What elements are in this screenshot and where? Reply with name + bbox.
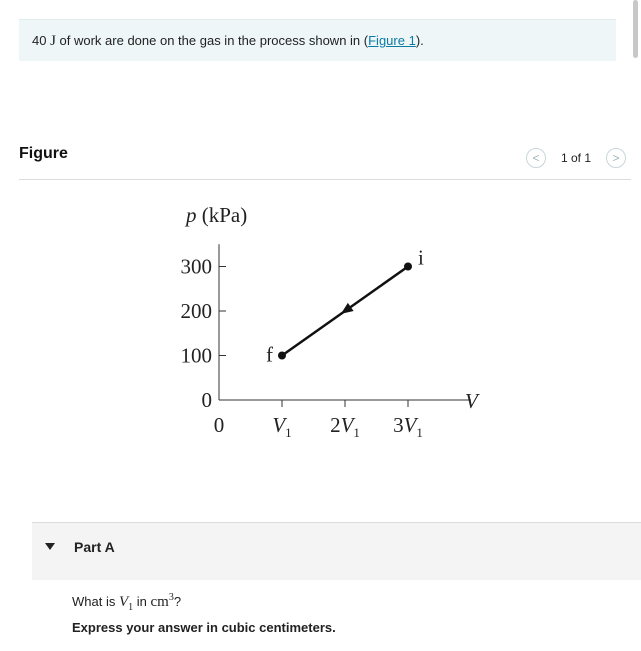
point-label-f: f	[266, 342, 273, 367]
problem-text-middle: of work are done on the gas in the process shown in (	[55, 33, 369, 48]
x-tick-subscript: 1	[416, 425, 423, 440]
figure-link[interactable]: Figure 1	[368, 33, 416, 48]
x-tick-coef: 3	[393, 413, 404, 437]
question-var-subscript: 1	[128, 602, 134, 613]
x-tick-label-1	[272, 413, 291, 440]
question-variable	[118, 594, 134, 613]
point-f	[278, 352, 286, 360]
problem-text-start: 40	[32, 33, 51, 48]
y-tick-label-0: 0	[201, 388, 212, 412]
part-a-instruction: Express your answer in cubic centimeters.	[72, 620, 336, 635]
x-tick-var: V	[340, 413, 354, 437]
x-tick-label-2	[330, 413, 360, 440]
question-unit-base: cm	[150, 594, 169, 610]
question-var: V	[118, 594, 129, 610]
problem-unit-joule: J	[50, 33, 56, 49]
chevron-right-icon[interactable]: >	[606, 148, 626, 168]
part-a-header[interactable]	[32, 523, 641, 580]
point-label-i: i	[418, 245, 424, 270]
x-tick-subscript: 1	[353, 425, 360, 440]
question-unit	[150, 594, 173, 610]
question-prefix: What is	[72, 594, 119, 609]
x-tick-subscript: 1	[285, 425, 292, 440]
y-axis-label	[184, 203, 247, 227]
question-suffix: ?	[173, 594, 182, 609]
figure-page-count: 1 of 1	[561, 151, 592, 165]
y-tick-label-200: 200	[180, 299, 212, 323]
x-tick-var: V	[272, 413, 286, 437]
x-tick-label-0	[214, 413, 225, 437]
question-unit-superscript: 3	[168, 592, 174, 603]
y-axis-label-variable: p	[186, 203, 197, 227]
chevron-left-icon[interactable]: <	[526, 148, 546, 168]
problem-text-end: ).	[415, 33, 424, 48]
caret-down-icon[interactable]	[45, 543, 55, 550]
x-axis-label: V	[465, 389, 478, 413]
x-tick-coef: 0	[213, 413, 225, 437]
part-a-label[interactable]: Part A	[74, 539, 115, 555]
y-axis-label-unit: (kPa)	[196, 203, 248, 227]
y-tick-label-100: 100	[180, 343, 212, 368]
x-tick-label-3	[393, 413, 423, 440]
process-direction-arrow	[341, 303, 354, 314]
point-i	[404, 263, 412, 271]
y-tick-label-300: 300	[180, 254, 212, 279]
figure-title: Figure	[19, 145, 68, 162]
question-mid: in	[133, 594, 151, 609]
x-tick-coef: 2	[330, 413, 341, 437]
x-tick-var: V	[403, 413, 417, 437]
part-a-question	[72, 592, 181, 613]
